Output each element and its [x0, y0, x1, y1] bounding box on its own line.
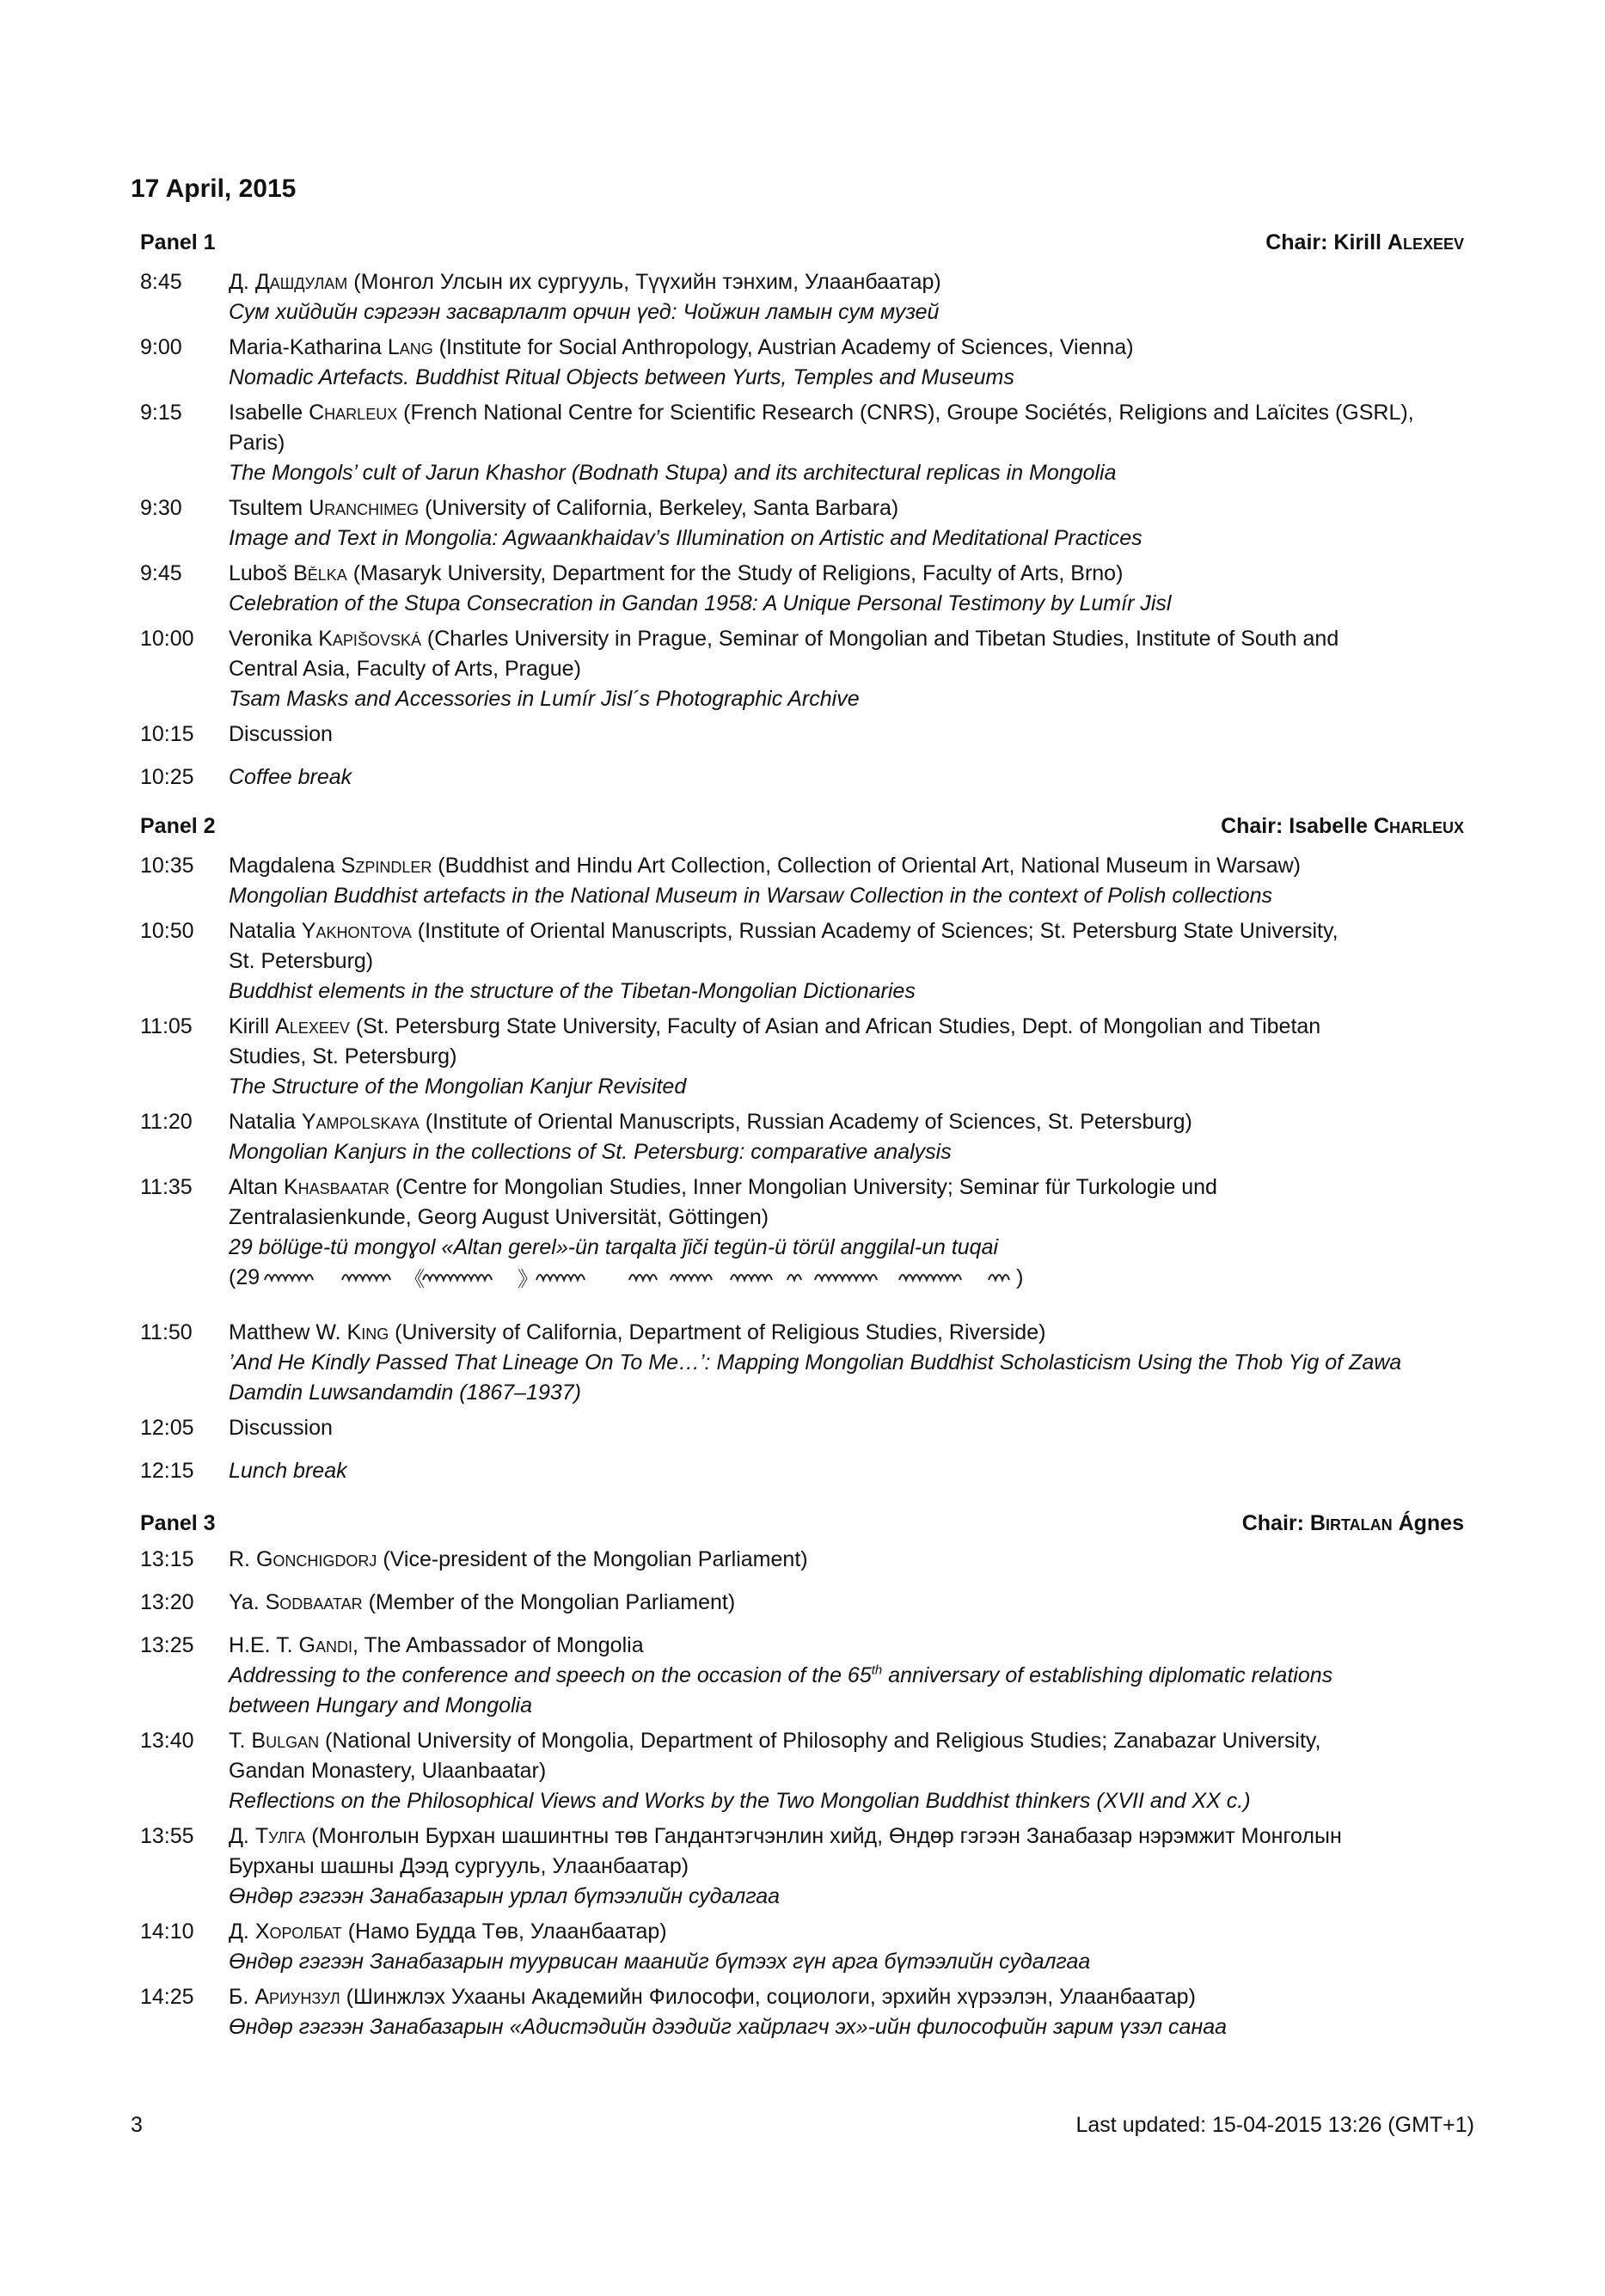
panel-chair — [1265, 230, 1464, 255]
speaker-given-name: Maria-Katharina — [229, 335, 388, 359]
last-updated: Last updated: 15-04-2015 13:26 (GMT+1) — [1075, 2113, 1474, 2137]
speaker-affiliation: (Institute for Social Anthropology, Austrian Academy of Sciences, Vienna) — [432, 335, 1134, 359]
talk-title-text: Өндөр гэгээн Занабазарын урлал бүтээлийн судалгаа — [229, 1884, 781, 1908]
speaker-given-name: Isabelle — [229, 401, 309, 425]
svg-text:《: 《 — [404, 1267, 426, 1292]
talk-title — [229, 297, 1467, 328]
speaker-surname: Khasbaatar — [283, 1175, 389, 1199]
chair-suffix: Ágnes — [1392, 1511, 1464, 1535]
entry-text: Gandan Monastery, Ulaanbaatar) — [229, 1759, 547, 1783]
schedule-entry — [140, 1917, 1481, 1977]
talk-title — [229, 1233, 1467, 1263]
chair-surname: Alexeev — [1387, 230, 1464, 254]
speaker-affiliation: (University of California, Department of Religious Studies, Riverside) — [389, 1320, 1046, 1344]
speaker-given-name: Altan — [229, 1175, 284, 1199]
schedule-entry — [140, 1545, 1481, 1575]
entry-body — [229, 1821, 1467, 1912]
entry-time: 13:40 — [140, 1729, 194, 1753]
talk-title — [229, 1947, 1467, 1977]
schedule-entry — [140, 398, 1481, 488]
entry-text: St. Petersburg) — [229, 949, 374, 973]
speaker-surname: Szpindler — [340, 854, 432, 878]
speaker-surname: Alexeev — [275, 1014, 350, 1038]
speaker-given-name: Veronika — [229, 627, 319, 651]
speaker-line — [229, 1982, 1467, 2012]
speaker-surname: Sodbaatar — [265, 1590, 363, 1614]
speaker-given-name: Tsultem — [229, 496, 309, 520]
speaker-given-name: Б. — [229, 1985, 255, 2009]
talk-title-text: between Hungary and Mongolia — [229, 1693, 533, 1717]
entry-body — [229, 1545, 1467, 1575]
speaker-affiliation: (French National Centre for Scientific Research (CNRS), Groupe Sociétés, Religions and Laïcites (GSRL), — [397, 401, 1414, 425]
entry-time: 9:00 — [140, 335, 182, 359]
talk-title-text: Mongolian Kanjurs in the collections of St. Petersburg: comparative analysis — [229, 1140, 952, 1164]
speaker-line — [229, 1726, 1467, 1756]
entry-time: 10:50 — [140, 919, 194, 943]
talk-title — [229, 1137, 1467, 1167]
talk-title — [229, 1348, 1467, 1378]
talk-title — [229, 1882, 1467, 1912]
entry-time: 13:20 — [140, 1590, 194, 1614]
speaker-line — [229, 559, 1467, 589]
entry-text: Zentralasienkunde, Georg August Universität, Göttingen) — [229, 1205, 769, 1229]
speaker-surname: Ариунзул — [254, 1985, 340, 2009]
speaker-affiliation: (Institute of Oriental Manuscripts, Russian Academy of Sciences; St. Petersburg State University, — [411, 919, 1339, 943]
entry-line — [229, 428, 1467, 458]
speaker-line — [229, 398, 1467, 428]
speaker-affiliation: (Намо Будда Төв, Улаанбаатар) — [341, 1919, 667, 1944]
speaker-affiliation: (Institute of Oriental Manuscripts, Russian Academy of Sciences, St. Petersburg) — [419, 1110, 1192, 1134]
entry-line — [229, 1413, 1467, 1443]
speaker-affiliation: , The Ambassador of Mongolia — [352, 1633, 644, 1657]
script-close: ) — [1016, 1265, 1024, 1289]
speaker-surname: Charleux — [309, 401, 398, 425]
schedule-entry — [140, 267, 1481, 328]
speaker-surname: Bulgan — [251, 1729, 320, 1753]
entry-body — [229, 1107, 1467, 1167]
speaker-given-name: Ya. — [229, 1590, 266, 1614]
talk-title-text: Addressing to the conference and speech on the occasion of the 65 — [229, 1663, 872, 1687]
page-number: 3 — [131, 2113, 143, 2137]
schedule-entry — [140, 1107, 1481, 1167]
speaker-affiliation: (Vice-president of the Mongolian Parliament) — [377, 1547, 808, 1571]
entry-body — [229, 267, 1467, 328]
speaker-affiliation: (Монголын Бурхан шашинтны төв Гандантэгчэнлин хийд, Өндөр гэгээн Занабазар нэрэмжит Монголын — [305, 1824, 1342, 1848]
talk-title — [229, 458, 1467, 488]
talk-title-text: Buddhist elements in the structure of the Tibetan-Mongolian Dictionaries — [229, 979, 916, 1003]
speaker-line — [229, 916, 1467, 946]
entry-body — [229, 1588, 1467, 1618]
speaker-given-name: Kirill — [229, 1014, 276, 1038]
speaker-affiliation: (Member of the Mongolian Parliament) — [362, 1590, 736, 1614]
entry-time: 9:45 — [140, 561, 182, 585]
speaker-given-name: Matthew W. — [229, 1320, 347, 1344]
speaker-affiliation: (Centre for Mongolian Studies, Inner Mongolian University; Seminar für Turkologie und — [389, 1175, 1217, 1199]
schedule-entry — [140, 1172, 1481, 1293]
panel-heading — [140, 230, 1464, 258]
speaker-given-name: Д. — [229, 270, 255, 294]
talk-title — [229, 881, 1467, 911]
chair-surname: Birtalan — [1309, 1511, 1393, 1535]
schedule-entry — [140, 1012, 1481, 1102]
speaker-affiliation: (Монгол Улсын их сургууль, Түүхийн тэнхим, Улаанбаатар) — [347, 270, 941, 294]
entry-line — [229, 1042, 1467, 1072]
talk-title — [229, 1661, 1467, 1691]
speaker-surname: Yakhontova — [301, 919, 412, 943]
entry-line — [229, 719, 1467, 750]
entry-time: 14:25 — [140, 1985, 194, 2009]
entry-text: Studies, St. Petersburg) — [229, 1044, 457, 1068]
talk-title — [229, 363, 1467, 393]
schedule-entry — [140, 333, 1481, 393]
schedule-entry — [140, 1982, 1481, 2042]
talk-title — [229, 977, 1467, 1007]
mongolian-script-title — [229, 1263, 1467, 1293]
entry-text: Бурханы шашны Дээд сургууль, Улаанбаатар) — [229, 1854, 689, 1878]
talk-title — [229, 1072, 1467, 1102]
entry-time: 10:15 — [140, 722, 194, 746]
speaker-surname: Gandi — [298, 1633, 352, 1657]
schedule-entry — [140, 916, 1481, 1007]
schedule-entry — [140, 1413, 1481, 1443]
speaker-surname: King — [346, 1320, 389, 1344]
talk-title-text: Lunch break — [229, 1459, 347, 1483]
talk-title-text: Mongolian Buddhist artefacts in the National Museum in Warsaw Collection in the context of Polish collections — [229, 884, 1273, 908]
talk-title-text: Tsam Masks and Accessories in Lumír Jisl´s Photographic Archive — [229, 687, 860, 711]
speaker-affiliation: (Masaryk University, Department for the Study of Religions, Faculty of Arts, Brno) — [346, 561, 1124, 585]
entry-text: Central Asia, Faculty of Arts, Prague) — [229, 657, 581, 681]
speaker-surname: Хоролбат — [254, 1919, 342, 1944]
entry-line — [229, 1852, 1467, 1882]
speaker-line — [229, 1318, 1467, 1348]
entry-time: 11:35 — [140, 1175, 193, 1199]
speaker-surname: Bělka — [293, 561, 347, 585]
speaker-given-name: Д. — [229, 1824, 255, 1848]
schedule-entry — [140, 1318, 1481, 1408]
schedule-entry — [140, 719, 1481, 750]
speaker-surname: Uranchimeg — [309, 496, 420, 520]
speaker-line — [229, 1631, 1467, 1661]
speaker-surname: Дашдулам — [254, 270, 348, 294]
talk-title — [229, 1786, 1467, 1816]
speaker-line — [229, 1821, 1467, 1852]
speaker-given-name: T. — [229, 1729, 252, 1753]
speaker-surname: Тулга — [254, 1824, 306, 1848]
entry-body — [229, 762, 1467, 793]
entry-time: 11:05 — [140, 1014, 193, 1038]
speaker-affiliation: (University of California, Berkeley, Santa Barbara) — [419, 496, 899, 520]
panel-heading — [140, 1511, 1464, 1539]
speaker-line — [229, 493, 1467, 523]
speaker-line — [229, 333, 1467, 363]
talk-title-text: Reflections on the Philosophical Views and Works by the Two Mongolian Buddhist thinkers (XVII and XX c.) — [229, 1789, 1251, 1813]
speaker-given-name: R. — [229, 1547, 256, 1571]
entry-body — [229, 1413, 1467, 1443]
entry-time: 9:30 — [140, 496, 182, 520]
schedule-entry — [140, 1456, 1481, 1486]
schedule-entry — [140, 1726, 1481, 1816]
entry-body — [229, 1318, 1467, 1408]
talk-title-text: Nomadic Artefacts. Buddhist Ritual Objects between Yurts, Temples and Museums — [229, 365, 1014, 389]
talk-title — [229, 589, 1467, 619]
talk-title-text: Өндөр гэгээн Занабазарын «Адистэдийн дээдийг хайрлагч эх»-ийн философийн зарим үзэл санаа — [229, 2015, 1228, 2039]
entry-body — [229, 493, 1467, 554]
entry-line — [229, 654, 1467, 684]
entry-body — [229, 624, 1467, 714]
talk-title-text: ’And He Kindly Passed That Lineage On To Me…’: Mapping Mongolian Buddhist Scholasticism Using the Thob Yig of Zawa — [229, 1350, 1402, 1375]
schedule-entry — [140, 1588, 1481, 1618]
entry-text: Discussion — [229, 1416, 333, 1440]
talk-title-text: The Structure of the Mongolian Kanjur Revisited — [229, 1075, 687, 1099]
entry-line — [229, 1756, 1467, 1786]
talk-title — [229, 1456, 1467, 1486]
speaker-affiliation: (Charles University in Prague, Seminar of Mongolian and Tibetan Studies, Institute of South and — [420, 627, 1339, 651]
speaker-given-name: Magdalena — [229, 854, 341, 878]
entry-body — [229, 333, 1467, 393]
talk-title — [229, 762, 1467, 793]
panel-heading — [140, 814, 1464, 842]
talk-title — [229, 1378, 1467, 1408]
entry-time: 13:25 — [140, 1633, 194, 1657]
speaker-line — [229, 1012, 1467, 1042]
ordinal-suffix: th — [871, 1662, 883, 1678]
speaker-line — [229, 851, 1467, 881]
date-heading: 17 April, 2015 — [131, 174, 297, 203]
speaker-given-name: Natalia — [229, 1110, 302, 1134]
speaker-given-name: H.E. T. — [229, 1633, 299, 1657]
script-open: (29 — [229, 1265, 260, 1289]
talk-title-text: 29 bölüge-tü mongɣol «Altan gerel»-ün tarqalta ǰiči tegün-ü törül anggilal-un tuqai — [229, 1235, 999, 1259]
entry-line — [229, 946, 1467, 977]
speaker-affiliation: (Шинжлэх Ухааны Академийн Философи, социологи, эрхийн хүрээлэн, Улаанбаатар) — [340, 1985, 1196, 2009]
entry-body — [229, 1012, 1467, 1102]
entry-body — [229, 1726, 1467, 1816]
schedule-entry — [140, 624, 1481, 714]
entry-body — [229, 851, 1467, 911]
entry-body — [229, 1456, 1467, 1486]
mongolian-script-image — [260, 1264, 1016, 1292]
speaker-line — [229, 1588, 1467, 1618]
entry-time: 12:05 — [140, 1416, 194, 1440]
entry-text: Paris) — [229, 431, 285, 455]
entry-time: 13:55 — [140, 1824, 194, 1848]
entry-time: 10:00 — [140, 627, 194, 651]
speaker-affiliation: (St. Petersburg State University, Faculty of Asian and African Studies, Dept. of Mongolian and Tibetan — [349, 1014, 1321, 1038]
entry-line — [229, 1203, 1467, 1233]
entry-time: 9:15 — [140, 401, 182, 425]
speaker-line — [229, 624, 1467, 654]
svg-text:》: 》 — [518, 1267, 539, 1292]
chair-surname: Charleux — [1373, 814, 1464, 838]
talk-title-text: The Mongols’ cult of Jarun Khashor (Bodnath Stupa) and its architectural replicas in Mongolia — [229, 461, 1117, 485]
entry-time: 12:15 — [140, 1459, 194, 1483]
entry-body — [229, 398, 1467, 488]
speaker-surname: Gonchigdorj — [255, 1547, 377, 1571]
schedule-entry — [140, 851, 1481, 911]
talk-title — [229, 2012, 1467, 2042]
talk-title-text: Сум хийдийн сэргээн засварлалт орчин үед: Чойжин ламын сум музей — [229, 300, 940, 324]
speaker-surname: Kapišovská — [318, 627, 421, 651]
speaker-line — [229, 1917, 1467, 1947]
speaker-given-name: Luboš — [229, 561, 294, 585]
speaker-line — [229, 1172, 1467, 1203]
panel-chair — [1221, 814, 1464, 839]
entry-time: 10:25 — [140, 765, 194, 789]
chair-prefix: Chair: Isabelle — [1221, 814, 1374, 838]
talk-title — [229, 523, 1467, 554]
entry-body — [229, 1172, 1467, 1293]
talk-title-text: Damdin Luwsandamdin (1867–1937) — [229, 1381, 581, 1405]
schedule-entry — [140, 493, 1481, 554]
talk-title-text: Coffee break — [229, 765, 352, 789]
entry-time: 8:45 — [140, 270, 182, 294]
entry-time: 14:10 — [140, 1919, 194, 1944]
entry-time: 11:50 — [140, 1320, 193, 1344]
schedule-entry — [140, 762, 1481, 793]
panel-name: Panel 2 — [140, 814, 216, 838]
speaker-surname: Lang — [387, 335, 433, 359]
entry-body — [229, 1917, 1467, 1977]
entry-time: 13:15 — [140, 1547, 194, 1571]
speaker-line — [229, 1545, 1467, 1575]
panel-chair — [1242, 1511, 1464, 1536]
speaker-given-name: Д. — [229, 1919, 255, 1944]
entry-time: 11:20 — [140, 1110, 193, 1134]
chair-prefix: Chair: Kirill — [1265, 230, 1388, 254]
entry-body — [229, 916, 1467, 1007]
talk-title — [229, 1691, 1467, 1721]
panel-name: Panel 3 — [140, 1511, 216, 1535]
speaker-surname: Yampolskaya — [301, 1110, 420, 1134]
schedule-entry — [140, 559, 1481, 619]
entry-body — [229, 559, 1467, 619]
talk-title-text: Өндөр гэгээн Занабазарын туурвисан маанийг бүтээх гүн арга бүтээлийн судалгаа — [229, 1950, 1091, 1974]
talk-title-text: Image and Text in Mongolia: Agwaankhaidav’s Illumination on Artistic and Meditational Practices — [229, 526, 1142, 550]
chair-prefix: Chair: — [1241, 1511, 1310, 1535]
panel-name: Panel 1 — [140, 230, 216, 254]
speaker-affiliation: (National University of Mongolia, Department of Philosophy and Religious Studies; Zanabazar University, — [319, 1729, 1321, 1753]
talk-title-text: Celebration of the Stupa Consecration in Gandan 1958: A Unique Personal Testimony by Lumír Jisl — [229, 591, 1172, 615]
speaker-line — [229, 1107, 1467, 1137]
entry-body — [229, 719, 1467, 750]
entry-time: 10:35 — [140, 854, 194, 878]
entry-body — [229, 1631, 1467, 1721]
speaker-affiliation: (Buddhist and Hindu Art Collection, Collection of Oriental Art, National Museum in Warsaw) — [432, 854, 1301, 878]
schedule-entry — [140, 1821, 1481, 1912]
entry-body — [229, 1982, 1467, 2042]
talk-title-text: anniversary of establishing diplomatic relations — [882, 1663, 1333, 1687]
talk-title — [229, 684, 1467, 714]
schedule-entry — [140, 1631, 1481, 1721]
entry-text: Discussion — [229, 722, 333, 746]
speaker-line — [229, 267, 1467, 297]
speaker-given-name: Natalia — [229, 919, 302, 943]
